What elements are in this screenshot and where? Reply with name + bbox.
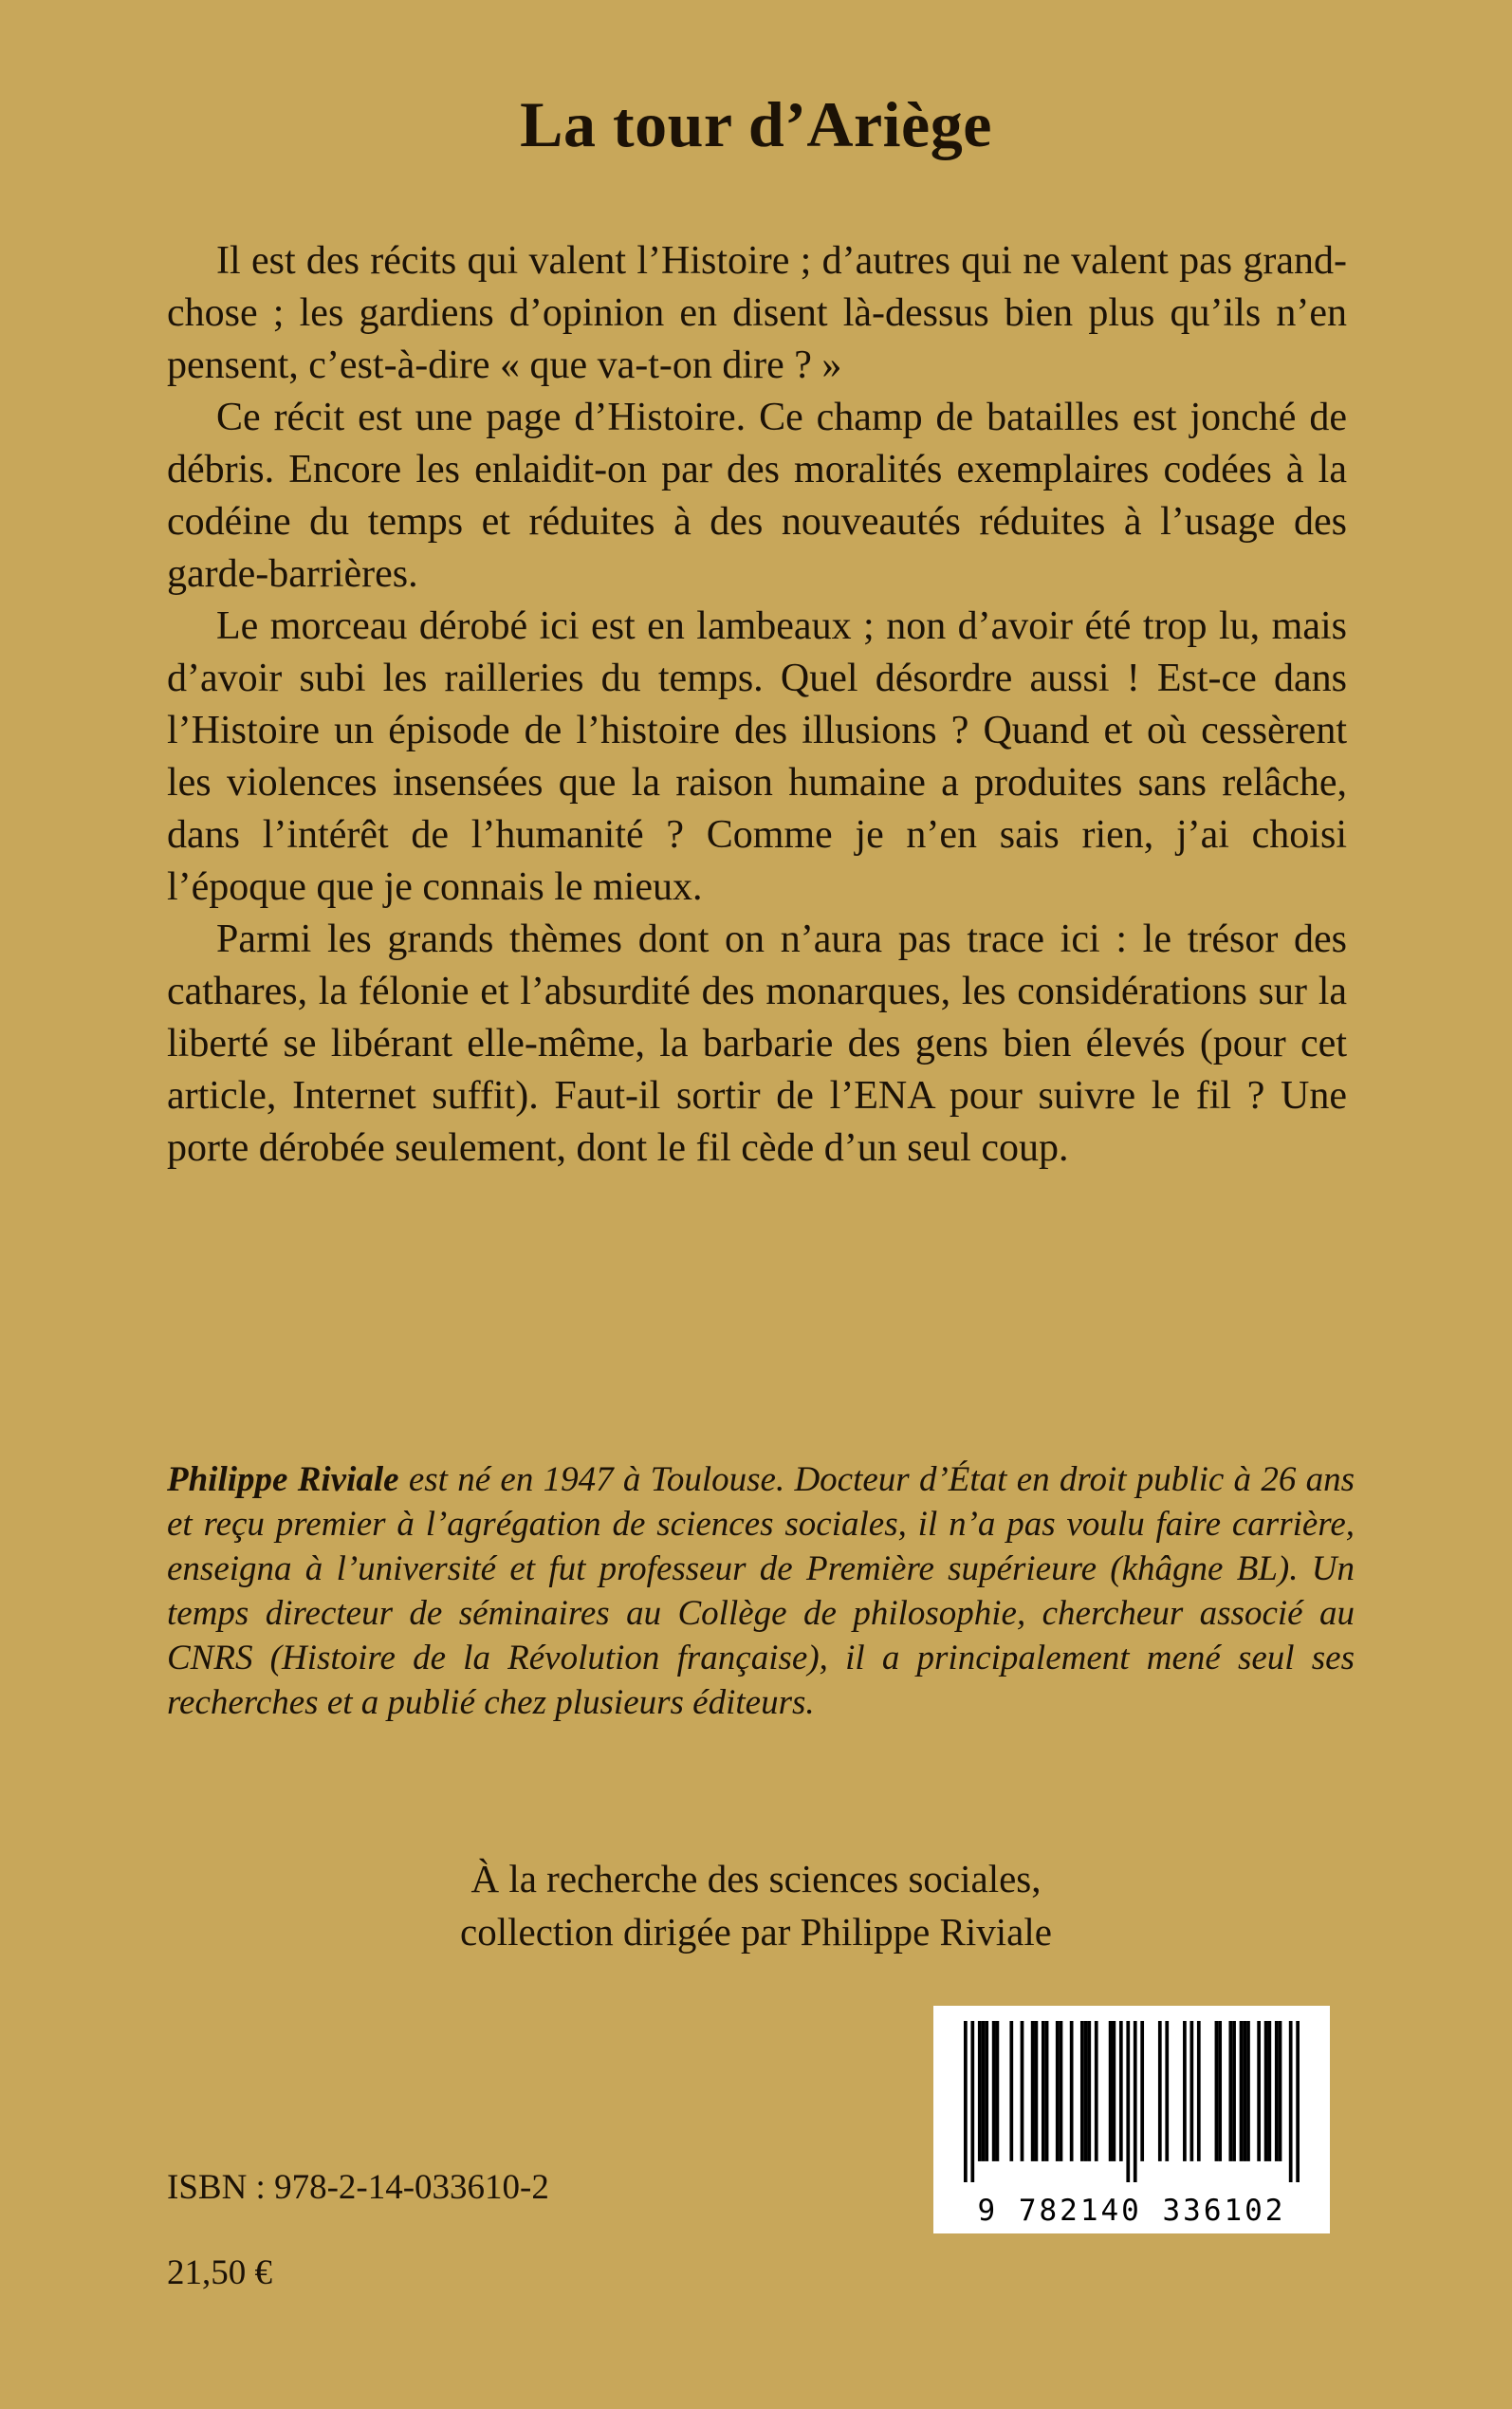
barcode-number: 9 782140 336102: [977, 2194, 1286, 2228]
collection-line-1: À la recherche des sciences sociales,: [470, 1857, 1042, 1900]
collection-note: [0, 1852, 1512, 1958]
synopsis-paragraph-1: Il est des récits qui valent l’Histoire ; d’autres qui ne valent pas grand-chose ; les gardiens d’opinion en disent là-dessus bien plus qu’ils n’en pensent, c’est-à-dire « que va-t-on dire ? »: [167, 239, 1347, 387]
book-title: La tour d’Ariège: [520, 88, 992, 160]
author-bio: [167, 1457, 1355, 1725]
author-bio-text: est né en 1947 à Toulouse. Docteur d’État en droit public à 26 ans et reçu premier à l’agrégation de sciences sociales, il n’a pas voulu faire carrière, enseigna à l’université et fut professeur de Première supérieure (khâgne BL). Un temps directeur de séminaires au Collège de philosophie, chercheur associé au CNRS (Histoire de la Révolution française), il a principalement mené seul ses recherches et a publié chez plusieurs éditeurs.: [167, 1460, 1355, 1722]
isbn-text: ISBN : 978-2-14-033610-2: [167, 2168, 549, 2207]
synopsis-paragraph-2: Ce récit est une page d’Histoire. Ce champ de batailles est jonché de débris. Encore les enlaidit-on par des moralités exemplaires codées à la codéine du temps et réduites à des nouveautés réduites à l’usage des garde-barrières.: [167, 396, 1347, 596]
synopsis-paragraph-3: Le morceau dérobé ici est en lambeaux ; non d’avoir été trop lu, mais d’avoir subi les railleries du temps. Quel désordre aussi ! Est-ce dans l’Histoire un épisode de l’histoire des illusions ? Quand et où cessèrent les violences insensées que la raison humaine a produites sans relâche, dans l’intérêt de l’humanité ? Comme je n’en sais rien, j’ai choisi l’époque que je connais le mieux.: [167, 604, 1347, 909]
price-text: 21,50 €: [167, 2253, 272, 2292]
barcode: [933, 2006, 1330, 2233]
synopsis-paragraph-4: Parmi les grands thèmes dont on n’aura pas trace ici : le trésor des cathares, la félonie et l’absurdité des monarques, les considérations sur la liberté se libérant elle-même, la barbarie des gens bien élevés (pour cet article, Internet suffit). Faut-il sortir de l’ENA pour suivre le fil ? Une porte dérobée seulement, dont le fil cède d’un seul coup.: [167, 917, 1347, 1170]
author-name: Philippe Riviale: [167, 1460, 399, 1499]
synopsis: [167, 235, 1347, 1175]
author-bio-paragraph: [167, 1457, 1355, 1725]
collection-line-2: collection dirigée par Philippe Riviale: [460, 1910, 1052, 1954]
barcode-bars-image: [964, 2021, 1300, 2182]
